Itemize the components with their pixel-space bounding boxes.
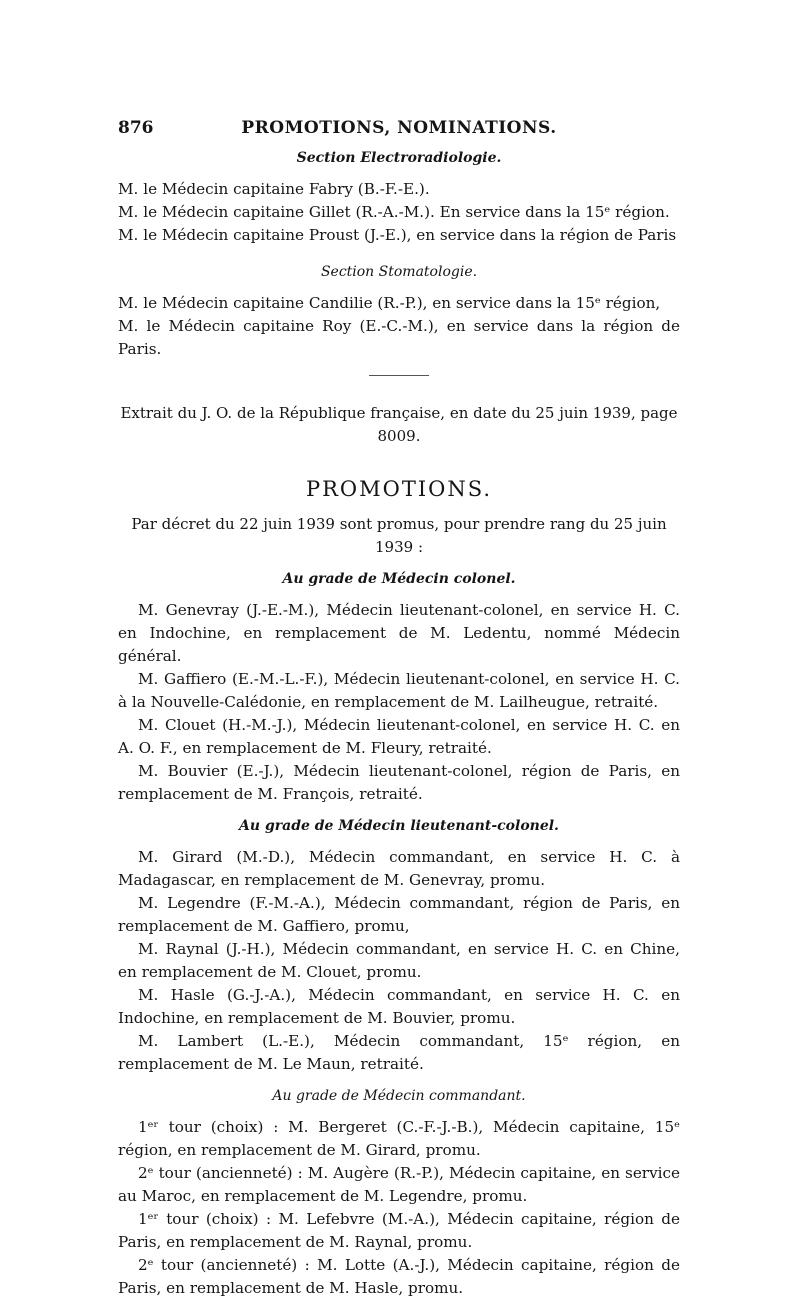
page-number: 876 [118,118,154,138]
list-item: M. Raynal (J.-H.), Médecin commandant, en service H. C. en Chine, en remplacement de M. Clouet, promu. [118,940,680,981]
list-item: M. Clouet (H.-M.-J.), Médecin lieutenant-colonel, en service H. C. en A. O. F., en remplacement de M. Fleury, retraité. [118,716,680,757]
grade-commandant-title: Au grade de Médecin commandant. [272,1088,526,1104]
running-title: PROMOTIONS, NOMINATIONS. [241,118,557,138]
decree-line: Par décret du 22 juin 1939 sont promus, pour prendre rang du 25 juin 1939 : [131,515,667,556]
list-item: M. le Médecin capitaine Candilie (R.-P.), en service dans la 15ᵉ région, [118,294,661,312]
list-item: M. Genevray (J.-E.-M.), Médecin lieutenant-colonel, en service H. C. en Indochine, en remplacement de M. Ledentu, nommé Médecin général. [118,601,680,665]
section-electroradiologie-title: Section Electroradiologie. [296,150,502,166]
section-stomatologie-title: Section Stomatologie. [320,264,478,280]
list-item: M. Hasle (G.-J.-A.), Médecin commandant, en service H. C. en Indochine, en remplacement de M. Bouvier, promu. [118,986,680,1027]
list-item: M. le Médecin capitaine Fabry (B.-F.-E.). [118,180,430,198]
list-item: M. Girard (M.-D.), Médecin commandant, en service H. C. à Madagascar, en remplacement de M. Genevray, promu. [118,848,680,889]
promotions-heading: PROMOTIONS. [305,477,493,501]
list-item: M. le Médecin capitaine Proust (J.-E.), en service dans la région de Paris [118,226,677,244]
list-item: M. Legendre (F.-M.-A.), Médecin commandant, région de Paris, en remplacement de M. Gaffiero, promu, [118,894,680,935]
list-item: 1ᵉʳ tour (choix) : M. Bergeret (C.-F.-J.-B.), Médecin capitaine, 15ᵉ région, en remplacement de M. Girard, promu. [118,1118,680,1159]
list-item: M. le Médecin capitaine Roy (E.-C.-M.), en service dans la région de Paris. [118,317,680,358]
document-page [118,0,680,1300]
list-item: M. Lambert (L.-E.), Médecin commandant, 15ᵉ région, en remplacement de M. Le Maun, retraité. [118,1032,680,1073]
page-header [118,117,680,147]
list-item: 2ᵉ tour (ancienneté) : M. Augère (R.-P.), Médecin capitaine, en service au Maroc, en remplacement de M. Legendre, promu. [118,1164,680,1205]
list-item: M. Gaffiero (E.-M.-L.-F.), Médecin lieutenant-colonel, en service H. C. à la Nouvelle-Calédonie, en remplacement de M. Lailheugue, retraité. [118,670,680,711]
grade-lieutenant-colonel-title: Au grade de Médecin lieutenant-colonel. [239,818,559,834]
grade-colonel-title: Au grade de Médecin colonel. [282,571,516,587]
list-item: M. le Médecin capitaine Gillet (R.-A.-M.). En service dans la 15ᵉ région. [118,203,670,221]
list-item: M. Bouvier (E.-J.), Médecin lieutenant-colonel, région de Paris, en remplacement de M. François, retraité. [118,762,680,803]
list-item: 1ᵉʳ tour (choix) : M. Lefebvre (M.-A.), Médecin capitaine, région de Paris, en remplacement de M. Raynal, promu. [118,1210,680,1251]
journal-extract-line: Extrait du J. O. de la République française, en date du 25 juin 1939, page 8009. [120,404,678,445]
list-item: 2ᵉ tour (ancienneté) : M. Lotte (A.-J.), Médecin capitaine, région de Paris, en remplacement de M. Hasle, promu. [118,1256,680,1297]
